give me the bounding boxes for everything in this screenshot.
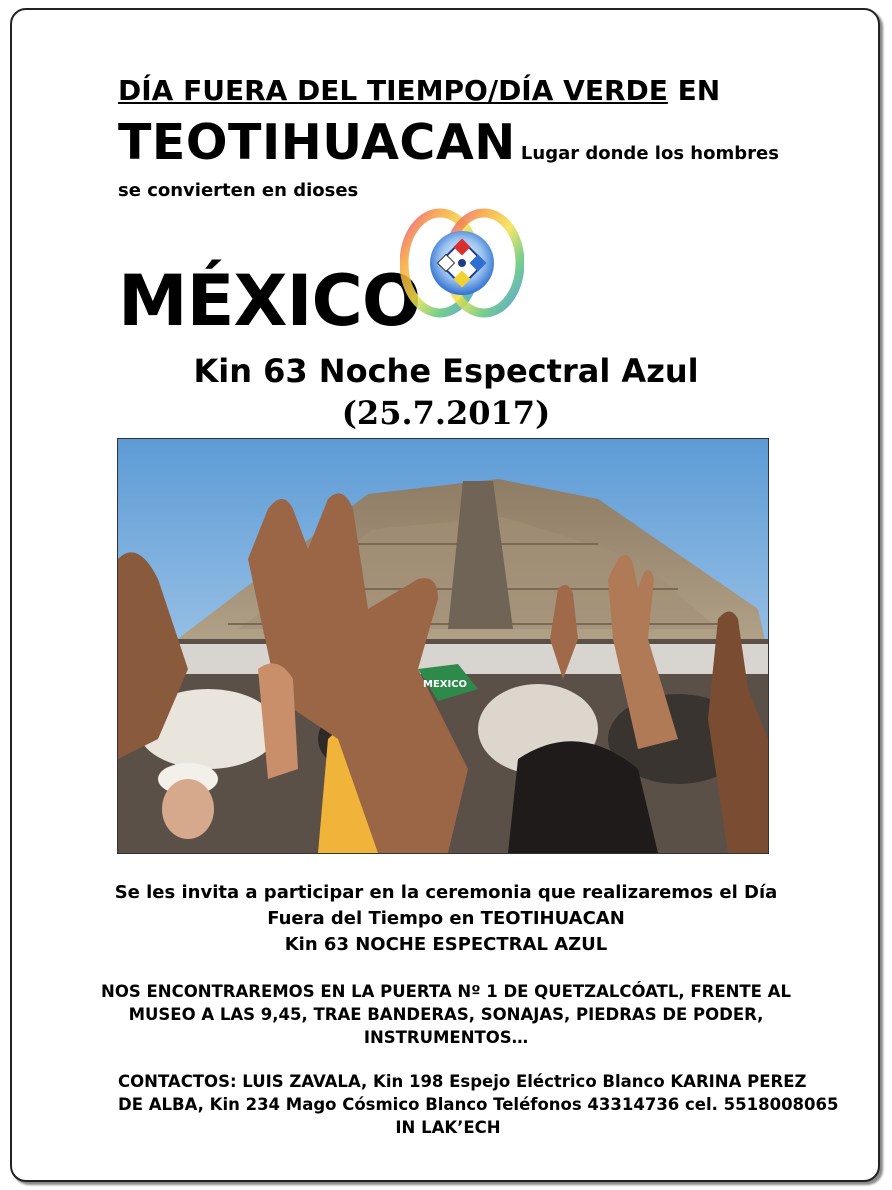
event-title-en: EN <box>677 74 721 107</box>
galactic-logo-icon <box>400 205 524 325</box>
meeting-text <box>0 980 892 1049</box>
meet-line-3: INSTRUMENTOS… <box>363 1028 529 1047</box>
tagline-part1: Lugar donde los hombres <box>520 143 779 164</box>
invite-line-1: Se les invita a participar en la ceremonia que realizaremos el Día <box>114 882 778 903</box>
invitation-text <box>0 880 892 958</box>
contacts-line-1: CONTACTOS: LUIS ZAVALA, Kin 198 Espejo Eléctrico Blanco KARINA PEREZ <box>118 1072 807 1091</box>
meet-line-2: MUSEO A LAS 9,45, TRAE BANDERAS, SONAJAS, PIEDRAS DE PODER, <box>128 1005 764 1024</box>
kin-subtitle: Kin 63 Noche Espectral Azul <box>193 352 699 390</box>
meet-line-1: NOS ENCONTRAREMOS EN LA PUERTA Nº 1 DE QUETZALCÓATL, FRENTE AL <box>101 982 791 1001</box>
invite-line-3: Kin 63 NOCHE ESPECTRAL AZUL <box>284 934 608 955</box>
invite-line-2: Fuera del Tiempo en TEOTIHUACAN <box>267 908 625 929</box>
contacts-line-2: DE ALBA, Kin 234 Mago Cósmico Blanco Teléfonos 43314736 cel. 5518008065 <box>118 1095 839 1114</box>
place-row <box>118 114 779 171</box>
event-title-underlined: DÍA FUERA DEL TIEMPO/DÍA VERDE <box>118 74 668 107</box>
place-name: TEOTIHUACAN <box>118 114 516 171</box>
event-title <box>118 74 720 107</box>
tagline-part2: se convierten en dioses <box>118 180 359 201</box>
wristband-text: MEXICO <box>423 679 468 690</box>
contacts-line-3: IN LAK’ECH <box>395 1118 501 1137</box>
teotihuacan-photo <box>117 438 769 854</box>
country-name: MÉXICO <box>118 260 421 342</box>
contacts-text <box>118 1070 839 1139</box>
event-date: (25.7.2017) <box>341 394 551 432</box>
